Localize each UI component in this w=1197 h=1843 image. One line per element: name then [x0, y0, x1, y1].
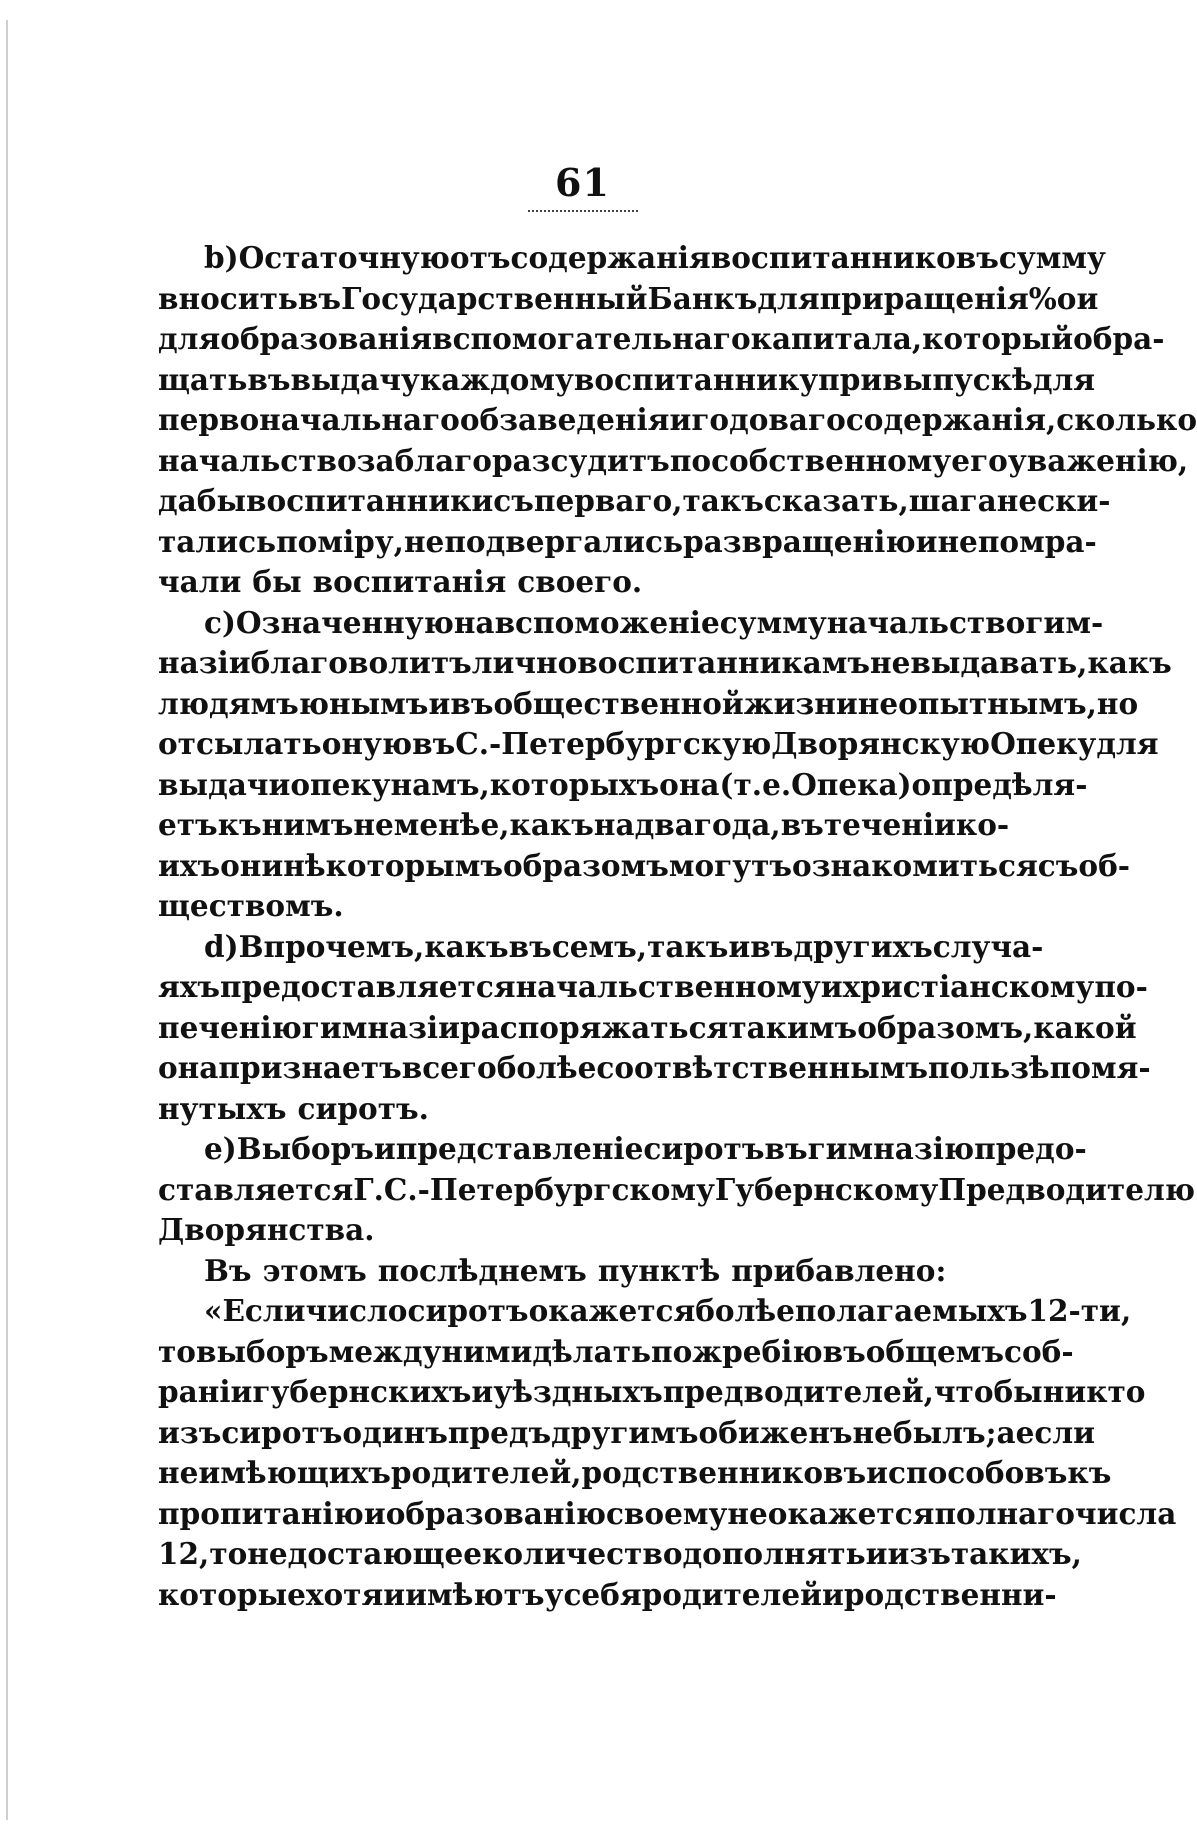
- text-word: и: [1076, 280, 1099, 316]
- text-word: Остаточную: [238, 240, 450, 275]
- text-word: Впрочемъ,: [238, 928, 425, 964]
- text-word: и: [865, 1536, 888, 1571]
- text-word: нѣкоторымъ: [283, 847, 503, 883]
- text-word: не: [937, 523, 978, 559]
- text-word: теченіи: [823, 807, 956, 842]
- text-word: перваго,: [533, 483, 683, 518]
- text-word: и: [383, 1576, 406, 1612]
- text-word: Дворянскую: [771, 726, 991, 761]
- text-word: и: [866, 1455, 889, 1490]
- text-word: е.: [762, 766, 792, 802]
- text-word: съ: [493, 483, 534, 518]
- text-word: 12-ти,: [1027, 1293, 1132, 1328]
- text-word: по-: [1094, 969, 1148, 1004]
- text-word: сказать,: [763, 483, 909, 518]
- text-word: другихъ: [793, 928, 933, 964]
- text-word: своего.: [517, 564, 643, 599]
- text-word: какъ: [509, 807, 594, 842]
- page-edge-line: [6, 20, 8, 1820]
- text-word: образованію: [385, 1495, 606, 1531]
- text-word: гимназіи: [301, 1009, 460, 1045]
- text-word: нутыхъ: [158, 1090, 287, 1126]
- text-word: неопытнымъ,: [857, 685, 1097, 721]
- text-line: [158, 1494, 1177, 1535]
- text-word: другимъ: [551, 1414, 699, 1450]
- text-word: начальство: [158, 442, 357, 478]
- text-word: чали: [158, 564, 242, 599]
- text-word: «Если: [204, 1293, 306, 1328]
- text-line: [158, 805, 1010, 846]
- text-word: которые: [158, 1576, 306, 1612]
- text-word: c): [204, 604, 236, 640]
- text-word: такъ: [647, 928, 729, 964]
- text-word: какъ: [424, 928, 509, 964]
- text-word: Означенную: [235, 604, 454, 640]
- text-word: изъ: [158, 1414, 222, 1450]
- text-line: [158, 400, 1197, 441]
- text-word: его: [951, 442, 1008, 478]
- text-word: для: [1096, 726, 1159, 761]
- text-word: оную: [321, 726, 413, 761]
- text-word: пунктѣ: [597, 1252, 721, 1288]
- text-word: этомъ: [262, 1252, 367, 1288]
- text-word: прибавлено:: [731, 1252, 947, 1288]
- text-word: обра-: [1073, 321, 1165, 356]
- text-word: которыхъ: [489, 766, 660, 802]
- text-word: уваженію,: [1007, 442, 1189, 478]
- text-word: воспитанія: [312, 564, 507, 599]
- text-word: ществомъ.: [158, 888, 344, 923]
- text-word: тались: [158, 523, 277, 559]
- text-line: [158, 765, 1088, 806]
- text-line: [158, 603, 1104, 644]
- text-word: Опеку: [990, 726, 1097, 761]
- text-line: [158, 562, 1003, 603]
- text-line: [158, 1048, 1151, 1089]
- text-word: ко-: [955, 807, 1010, 842]
- text-line: [158, 643, 1172, 684]
- text-word: раніи: [158, 1374, 253, 1409]
- text-word: себя: [563, 1576, 642, 1612]
- text-word: С.-Петербургскую: [455, 726, 772, 761]
- text-word: и: [471, 1374, 494, 1409]
- text-word: для: [158, 321, 221, 356]
- text-line: [158, 1291, 1132, 1332]
- text-word: бы: [252, 564, 302, 599]
- text-line: [158, 238, 1106, 279]
- text-word: выборъ: [195, 1333, 329, 1369]
- text-word: при: [818, 361, 883, 397]
- page-number-rule: [528, 210, 638, 212]
- text-word: благоволитъ: [250, 645, 472, 680]
- text-word: полагаемыхъ: [794, 1293, 1028, 1328]
- text-word: печенію: [158, 1009, 302, 1045]
- text-word: воспитанниковъ: [710, 240, 999, 275]
- text-word: полнаго: [934, 1495, 1075, 1531]
- text-word: приращенія: [819, 280, 1029, 316]
- text-word: болѣе: [496, 1050, 597, 1085]
- text-word: уѣздныхъ: [493, 1374, 663, 1409]
- text-word: въ: [412, 726, 456, 761]
- text-word: года,: [693, 807, 781, 842]
- text-line: [158, 1008, 1137, 1049]
- text-word: ознакомиться: [792, 847, 1038, 883]
- text-word: и: [820, 969, 843, 1004]
- text-word: въ: [247, 361, 291, 397]
- text-word: для: [1032, 361, 1096, 397]
- text-word: такъ: [682, 483, 764, 518]
- text-word: родителей,: [390, 1455, 582, 1490]
- text-word: Губернскому: [714, 1171, 939, 1207]
- text-word: который: [922, 321, 1074, 356]
- text-word: къ: [217, 807, 262, 842]
- text-line: [158, 724, 1159, 765]
- text-word: об-: [1078, 847, 1130, 883]
- text-word: жребію: [692, 1333, 823, 1369]
- text-word: послѣднемъ: [377, 1252, 587, 1288]
- text-word: дабы: [158, 483, 247, 518]
- text-word: сиротъ.: [297, 1090, 429, 1126]
- text-word: общественной: [493, 685, 744, 721]
- text-word: яхъ: [158, 969, 221, 1004]
- text-line: [158, 1575, 1057, 1616]
- text-word: дополнять: [682, 1536, 866, 1571]
- text-word: она: [659, 766, 720, 802]
- text-line: [158, 1210, 1003, 1251]
- text-word: для: [757, 280, 820, 316]
- text-line: [158, 1332, 1074, 1373]
- text-word: по: [651, 1333, 693, 1369]
- text-word: сумму: [719, 604, 827, 640]
- text-word: опекунамъ,: [290, 766, 490, 802]
- text-word: числа: [1074, 1495, 1177, 1531]
- text-word: отсылать: [158, 726, 322, 761]
- text-word: соб-: [1004, 1333, 1074, 1369]
- text-word: изъ: [887, 1536, 951, 1571]
- text-word: и: [821, 1576, 844, 1612]
- text-word: выдачи: [158, 766, 291, 802]
- text-word: етъ: [158, 807, 218, 842]
- text-line: [158, 1251, 1003, 1292]
- text-word: начальственному: [515, 969, 821, 1004]
- text-line: [158, 279, 1099, 320]
- text-word: людямъ: [158, 685, 299, 721]
- text-word: начальство: [826, 604, 1026, 640]
- text-line: [158, 481, 1111, 522]
- text-line: [158, 522, 1097, 563]
- text-word: 12,: [158, 1536, 210, 1571]
- text-word: по: [276, 523, 318, 559]
- text-word: не: [852, 1414, 893, 1450]
- text-word: сиротъ: [643, 1131, 765, 1166]
- text-line: [158, 684, 1139, 725]
- text-word: предъ: [447, 1414, 552, 1450]
- text-word: дѣлать: [532, 1333, 651, 1369]
- text-word: капитала,: [750, 321, 923, 356]
- text-word: Предводителю: [938, 1171, 1196, 1207]
- text-word: жизни: [743, 685, 858, 721]
- text-word: и: [728, 928, 751, 964]
- text-word: число: [305, 1293, 408, 1328]
- text-word: и: [915, 523, 938, 559]
- text-word: окажется: [528, 1293, 696, 1328]
- body-text: [158, 238, 1197, 1615]
- text-word: и: [373, 1131, 396, 1166]
- text-line: [158, 1372, 1146, 1413]
- text-word: предо-: [974, 1131, 1087, 1166]
- text-line: [158, 360, 1096, 401]
- text-word: развращенію: [683, 523, 916, 559]
- text-word: съ: [1037, 847, 1079, 883]
- text-word: семъ,: [551, 928, 648, 964]
- text-word: между: [328, 1333, 442, 1369]
- text-word: родителей: [641, 1576, 822, 1612]
- text-word: Государственный: [341, 280, 648, 316]
- text-line: [158, 1129, 1087, 1170]
- text-word: общемъ: [865, 1333, 1005, 1369]
- text-word: не: [403, 523, 445, 559]
- text-line: [158, 927, 1044, 968]
- text-word: въ: [508, 928, 552, 964]
- text-word: такимъ: [728, 1009, 858, 1045]
- text-word: не: [996, 483, 1038, 518]
- text-word: образомъ: [503, 847, 669, 883]
- text-word: не: [353, 807, 394, 842]
- text-word: отъ: [449, 240, 511, 275]
- text-word: сколько: [1056, 402, 1197, 437]
- page-number: 61: [555, 160, 610, 205]
- text-word: собственному: [711, 442, 952, 478]
- text-word: ставляется: [158, 1171, 354, 1207]
- text-word: одинъ: [342, 1414, 448, 1450]
- text-word: недостающее: [247, 1536, 483, 1571]
- text-word: они: [220, 847, 284, 883]
- text-word: d): [204, 928, 239, 964]
- text-word: въ: [750, 928, 794, 964]
- text-line: [158, 441, 1189, 482]
- text-line: [158, 1089, 1003, 1130]
- text-word: каждому: [419, 361, 574, 397]
- text-line: [158, 846, 1130, 887]
- text-word: неимѣющихъ: [158, 1455, 391, 1490]
- text-word: содержанія,: [845, 402, 1057, 437]
- text-word: вспомогательнаго: [432, 321, 751, 356]
- text-word: гимназію: [807, 1131, 975, 1166]
- text-word: на: [453, 604, 495, 640]
- text-word: воспитаннику: [573, 361, 819, 397]
- text-word: не: [870, 645, 911, 680]
- text-word: былъ;: [892, 1414, 997, 1450]
- text-word: годоваго: [691, 402, 846, 437]
- text-word: въ: [297, 280, 342, 316]
- text-word: b): [204, 240, 239, 275]
- text-word: предводителей,: [662, 1374, 934, 1409]
- text-word: по: [669, 442, 712, 478]
- text-word: выпускѣ: [882, 361, 1033, 397]
- text-word: содержанія: [510, 240, 711, 275]
- text-word: воспитанникамъ: [577, 645, 871, 680]
- text-word: сумму: [998, 240, 1106, 275]
- text-line: [158, 886, 1003, 927]
- text-word: нимъ: [261, 807, 354, 842]
- text-word: заблагоразсудитъ: [356, 442, 670, 478]
- text-line: [158, 319, 1165, 360]
- text-word: Г.: [353, 1171, 384, 1207]
- text-word: назіи: [158, 645, 251, 680]
- text-word: вносить: [158, 280, 298, 316]
- text-word: родственниковъ: [581, 1455, 867, 1490]
- text-word: сиротъ: [221, 1414, 343, 1450]
- text-word: родственни-: [843, 1576, 1057, 1612]
- text-word: соотвѣтственнымъ: [596, 1050, 928, 1085]
- text-word: признаетъ: [218, 1050, 402, 1085]
- text-word: Банкъ: [647, 280, 758, 316]
- text-word: способовъ: [888, 1455, 1068, 1490]
- text-word: своему: [605, 1495, 728, 1531]
- text-word: помра-: [977, 523, 1097, 559]
- text-word: христіанскому: [842, 969, 1095, 1004]
- text-word: предоставляется: [220, 969, 516, 1004]
- text-word: образомъ,: [857, 1009, 1034, 1045]
- text-word: она: [158, 1050, 219, 1085]
- text-word: и: [669, 402, 692, 437]
- text-line: [158, 1453, 1112, 1494]
- text-word: всего: [401, 1050, 497, 1085]
- text-word: а: [996, 1414, 1016, 1450]
- text-word: у: [544, 1576, 564, 1612]
- text-word: болѣе: [695, 1293, 795, 1328]
- text-word: Опека): [791, 766, 912, 802]
- text-word: юнымъ: [298, 685, 429, 721]
- text-word: Въ: [204, 1252, 252, 1288]
- text-word: обиженъ: [698, 1414, 853, 1450]
- text-word: то: [209, 1536, 248, 1571]
- text-word: ними: [441, 1333, 533, 1369]
- text-word: въ: [450, 685, 494, 721]
- text-line: [158, 1413, 1096, 1454]
- text-word: вспоможеніе: [494, 604, 720, 640]
- text-word: распоряжаться: [459, 1009, 729, 1045]
- text-word: Дворянства.: [158, 1212, 375, 1247]
- text-word: количество: [482, 1536, 683, 1571]
- text-word: окажется: [767, 1495, 935, 1531]
- text-word: ихъ: [158, 847, 221, 883]
- text-word: представленіе: [395, 1131, 644, 1166]
- text-line: [158, 1170, 1196, 1211]
- text-word: менѣе,: [393, 807, 510, 842]
- text-word: шага: [908, 483, 997, 518]
- text-word: къ: [1067, 1455, 1112, 1490]
- text-word: щать: [158, 361, 248, 397]
- text-word: обзаведенія: [459, 402, 670, 437]
- text-word: пропитанію: [158, 1495, 364, 1531]
- text-word: никто: [1042, 1374, 1146, 1409]
- text-word: С.-Петербургскому: [383, 1171, 715, 1207]
- text-line: [158, 967, 1148, 1008]
- text-word: выдачу: [290, 361, 420, 397]
- text-word: лично: [471, 645, 578, 680]
- text-word: и: [363, 1495, 386, 1531]
- text-word: губернскихъ: [252, 1374, 472, 1409]
- text-word: но: [1096, 685, 1139, 721]
- text-word: на: [593, 807, 635, 842]
- text-word: подвергались: [444, 523, 684, 559]
- text-line: [158, 1534, 1082, 1575]
- text-word: выдавать,: [910, 645, 1088, 680]
- text-word: помя-: [1049, 1050, 1151, 1085]
- text-word: %о: [1028, 280, 1077, 316]
- text-word: (т.: [719, 766, 763, 802]
- text-word: гим-: [1025, 604, 1104, 640]
- text-word: такихъ,: [950, 1536, 1082, 1571]
- text-word: какой: [1033, 1009, 1137, 1045]
- text-word: и: [428, 685, 451, 721]
- text-word: хотя: [305, 1576, 384, 1612]
- text-word: два: [634, 807, 694, 842]
- text-word: то: [158, 1333, 196, 1369]
- text-word: опредѣля-: [911, 766, 1088, 802]
- text-word: воспитанники: [246, 483, 494, 518]
- text-word: въ: [780, 807, 824, 842]
- text-word: ски-: [1037, 483, 1111, 518]
- text-word: въ: [764, 1131, 808, 1166]
- text-word: въ: [822, 1333, 866, 1369]
- text-word: пользѣ: [928, 1050, 1050, 1085]
- text-word: Выборъ: [236, 1131, 374, 1166]
- text-word: міру,: [317, 523, 404, 559]
- text-word: могутъ: [668, 847, 793, 883]
- text-word: какъ: [1087, 645, 1172, 680]
- text-word: если: [1015, 1414, 1096, 1450]
- text-word: не: [727, 1495, 768, 1531]
- text-word: чтобы: [933, 1374, 1043, 1409]
- text-word: первоначальнаго: [158, 402, 460, 437]
- text-word: e): [204, 1131, 237, 1166]
- text-word: сиротъ: [407, 1293, 529, 1328]
- text-word: случа-: [932, 928, 1044, 964]
- text-word: образованія: [220, 321, 433, 356]
- text-word: имѣютъ: [405, 1576, 545, 1612]
